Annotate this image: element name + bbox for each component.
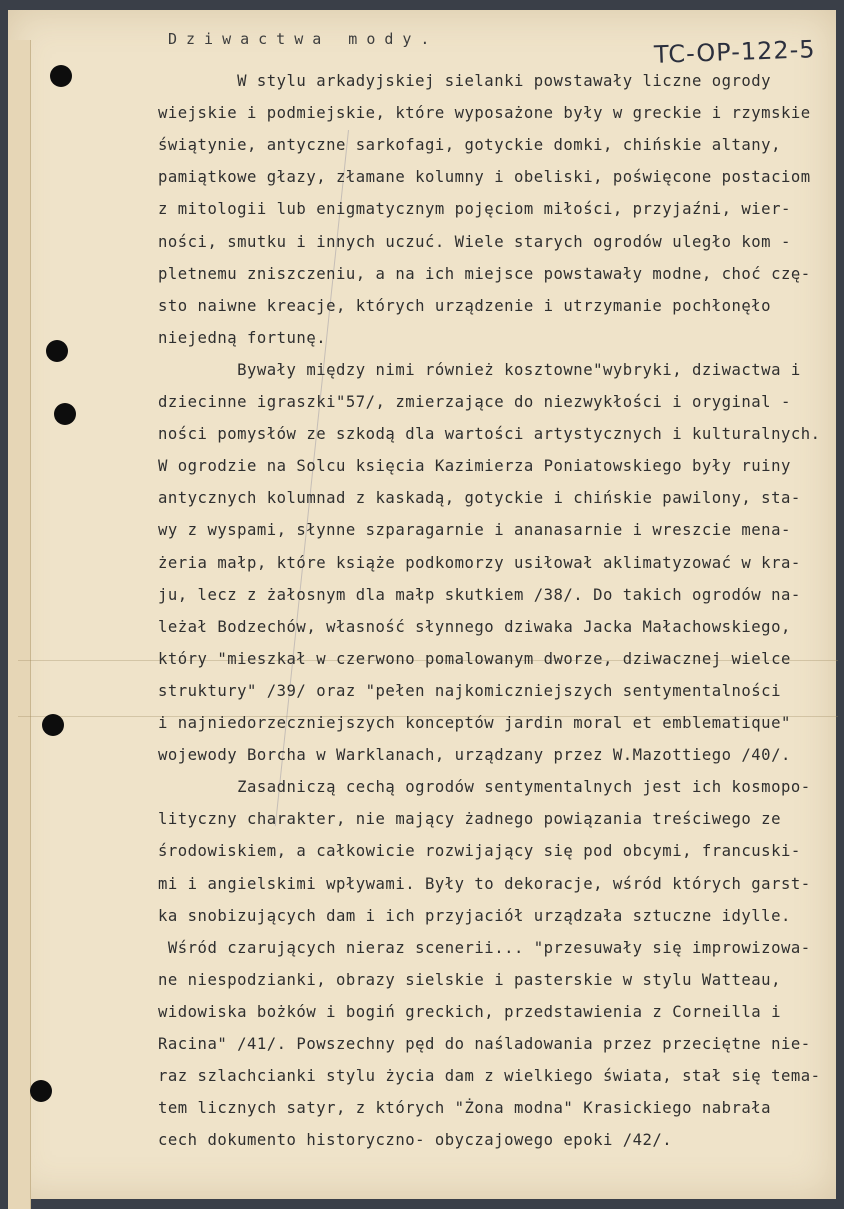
punch-hole — [30, 1080, 52, 1102]
text-line: świątynie, antyczne sarkofagi, gotyckie domki, chińskie altany, — [158, 136, 781, 155]
text-line: antycznych kolumnad z kaskadą, gotyckie i chińskie pawilony, sta- — [158, 489, 801, 508]
text-line: Bywały między nimi również kosztowne"wybryki, dziwactwa i — [158, 360, 801, 379]
text-line: mi i angielskimi wpływami. Były to dekoracje, wśród których garst- — [158, 874, 811, 893]
text-line: środowiskiem, a całkowicie rozwijający się pod obcymi, francuski- — [158, 842, 801, 861]
text-line: niejedną fortunę. — [158, 328, 327, 347]
text-line: leżał Bodzechów, własność słynnego dziwaka Jacka Małachowskiego, — [158, 617, 791, 636]
archive-reference: TC-OP-122-5 — [653, 35, 817, 69]
punch-hole — [54, 403, 76, 425]
text-line: ka snobizujących dam i ich przyjaciół urządzała sztuczne idylle. — [158, 906, 791, 925]
text-line: Racina" /41/. Powszechny pęd do naśladowania przez przeciętne nie- — [158, 1035, 811, 1053]
text-line: ności, smutku i innych uczuć. Wiele starych ogrodów uległo kom - — [158, 232, 791, 251]
punch-hole — [42, 714, 64, 736]
punch-hole — [46, 340, 68, 362]
document-title: Dziwactwa mody. — [168, 30, 439, 48]
text-line: i najniedorzeczniejszych konceptów jardin moral et emblematique" — [158, 714, 791, 732]
text-line: z mitologii lub enigmatycznym pojęciom miłości, przyjaźni, wier- — [158, 200, 791, 219]
text-line: ności pomysłów ze szkodą dla wartości artystycznych i kulturalnych. — [158, 425, 821, 444]
text-line: sto naiwne kreacje, których urządzenie i utrzymanie pochłonęło — [158, 296, 772, 315]
back-sheet-edge — [8, 40, 31, 1209]
document-page — [8, 10, 836, 1199]
text-line: W ogrodzie na Solcu księcia Kazimierza Poniatowskiego były ruiny — [158, 457, 791, 476]
text-line: W stylu arkadyjskiej sielanki powstawały liczne ogrody — [158, 72, 772, 90]
text-line: lityczny charakter, nie mający żadnego powiązania treściwego ze — [158, 810, 781, 829]
text-line: cech dokumento historyczno- obyczajowego epoki /42/. — [158, 1131, 673, 1150]
text-line: wiejskie i podmiejskie, które wyposażone były w greckie i rzymskie — [158, 104, 811, 123]
text-line: wy z wyspami, słynne szparagarnie i ananasarnie i wreszcie mena- — [158, 521, 791, 540]
text-line: pamiątkowe głazy, złamane kolumny i obeliski, poświęcone postaciom — [158, 168, 811, 187]
text-line: raz szlachcianki stylu życia dam z wielkiego świata, stał się tema- — [158, 1067, 821, 1086]
text-line: widowiska bożków i bogiń greckich, przedstawienia z Corneilla i — [158, 1002, 781, 1021]
text-line: żeria małp, które książe podkomorzy usiłował aklimatyzować w kra- — [158, 553, 801, 572]
text-line: struktury" /39/ oraz "pełen najkomiczniejszych sentymentalności — [158, 681, 781, 700]
punch-hole — [50, 65, 72, 87]
text-line: pletnemu zniszczeniu, a na ich miejsce powstawały modne, choć czę- — [158, 264, 811, 283]
text-line: który "mieszkał w czerwono pomalowanym dworze, dziwacznej wielce — [158, 649, 791, 668]
text-line: ne niespodzianki, obrazy sielskie i pasterskie w stylu Watteau, — [158, 970, 781, 989]
text-line: ju, lecz z żałosnym dla małp skutkiem /38/. Do takich ogrodów na- — [158, 585, 801, 604]
text-line: Zasadniczą cechą ogrodów sentymentalnych jest ich kosmopo- — [158, 778, 811, 797]
text-line: wojewody Borcha w Warklanach, urządzany przez W.Mazottiego /40/. — [158, 746, 791, 765]
text-line: tem licznych satyr, z których "Żona modna" Krasickiego nabrała — [158, 1099, 772, 1118]
text-line: dziecinne igraszki"57/, zmierzające do niezwykłości i oryginal - — [158, 393, 791, 411]
text-line: Wśród czarujących nieraz scenerii... "przesuwały się improwizowa- — [158, 938, 811, 957]
